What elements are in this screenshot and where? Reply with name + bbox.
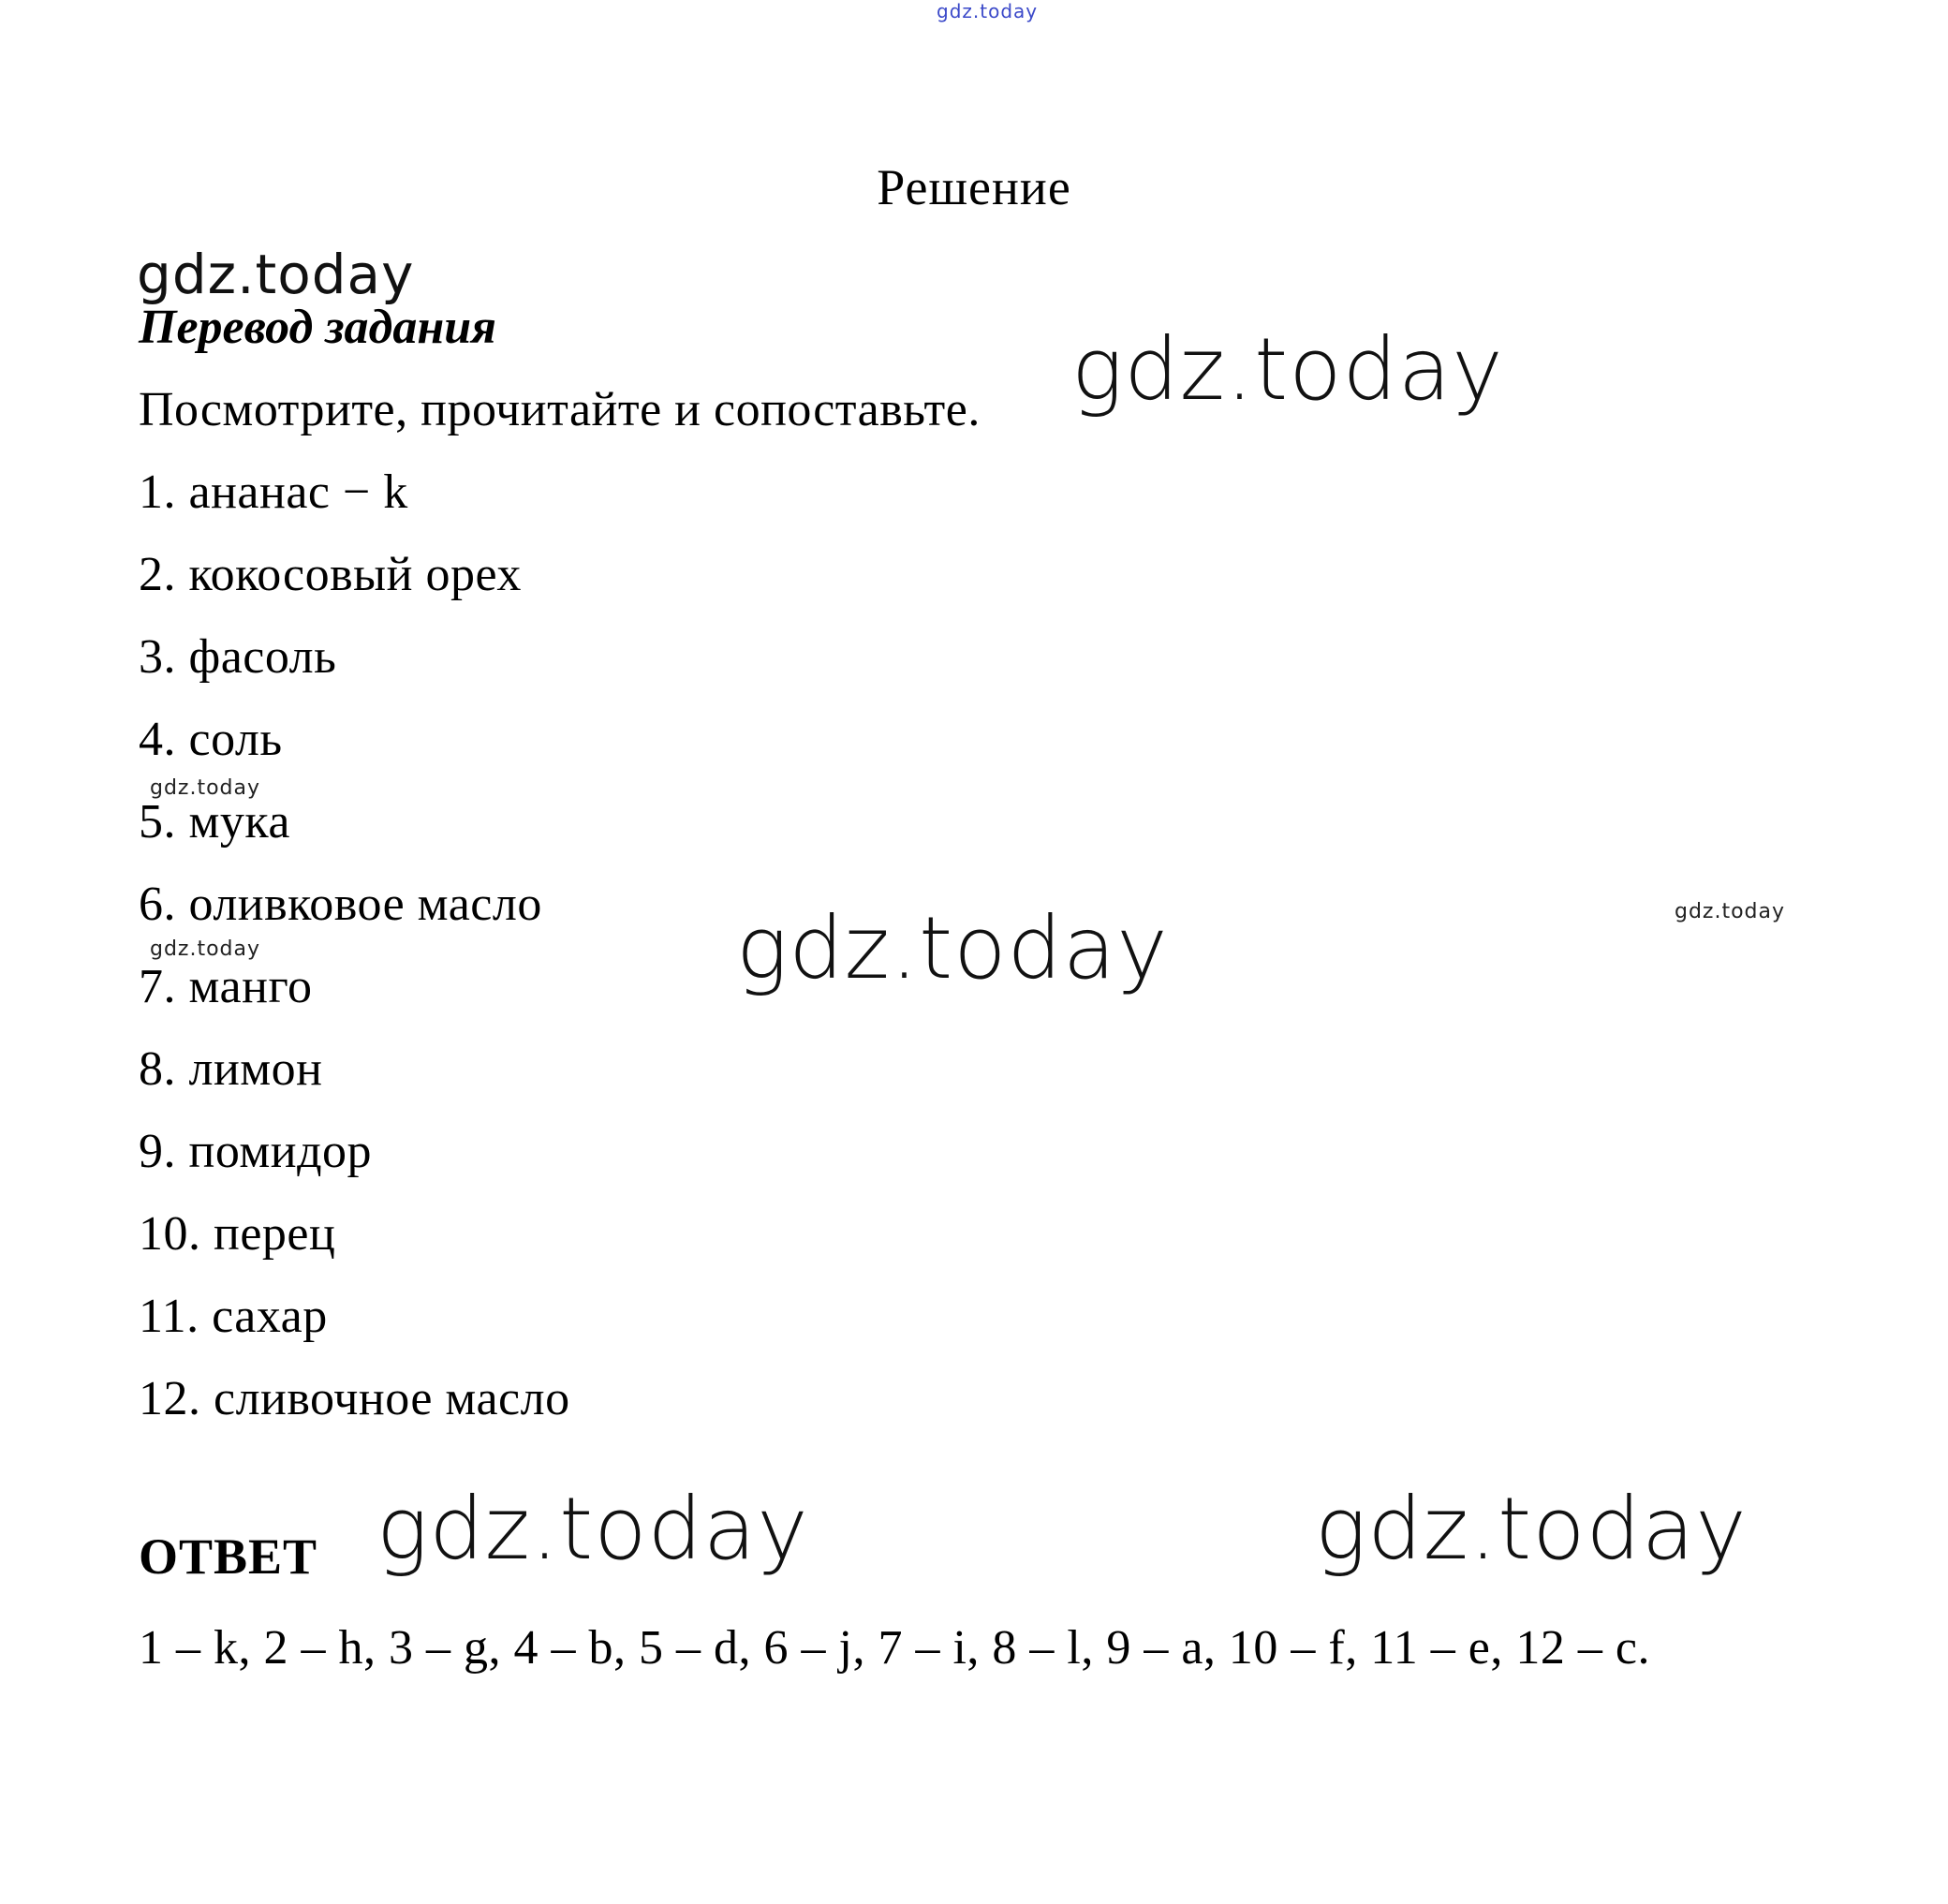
watermark-large-top-right: gdz.today xyxy=(1071,319,1504,420)
watermark-large-bottom-right: gdz.today xyxy=(1315,1479,1748,1579)
watermark-small: gdz.today xyxy=(150,776,261,800)
list-item: 11. сахар xyxy=(139,1290,328,1343)
list-item: 10. перец xyxy=(139,1207,336,1261)
watermark-large-bottom-left: gdz.today xyxy=(376,1479,809,1579)
list-item: 6. оливковое масло xyxy=(139,878,542,931)
list-item: 8. лимон xyxy=(139,1042,323,1096)
list-item: 3. фасоль xyxy=(139,630,337,684)
list-item: 7. манго xyxy=(139,960,313,1013)
watermark-subtitle: gdz.today xyxy=(137,243,415,306)
answer-heading: ОТВЕТ xyxy=(139,1528,318,1585)
watermark-small: gdz.today xyxy=(1675,900,1786,923)
list-item: 5. мука xyxy=(139,795,290,849)
page-title: Решение xyxy=(877,159,1071,215)
list-item: 2. кокосовый орех xyxy=(139,548,522,601)
watermark-top: gdz.today xyxy=(937,0,1039,22)
watermark-small: gdz.today xyxy=(150,937,261,961)
list-item: 1. ананас − k xyxy=(139,465,408,519)
task-instruction: Посмотрите, прочитайте и сопоставьте. xyxy=(139,383,981,436)
answer-text: 1 – k, 2 – h, 3 – g, 4 – b, 5 – d, 6 – j, 7 – i, 8 – l, 9 – a, 10 – f, 11 – e, 12 – c. xyxy=(139,1621,1650,1675)
list-item: 9. помидор xyxy=(139,1125,373,1178)
task-translation-heading: Перевод задания xyxy=(139,301,496,354)
list-item: 4. соль xyxy=(139,713,283,766)
watermark-large-center: gdz.today xyxy=(736,898,1169,998)
list-item: 12. сливочное масло xyxy=(139,1372,570,1425)
